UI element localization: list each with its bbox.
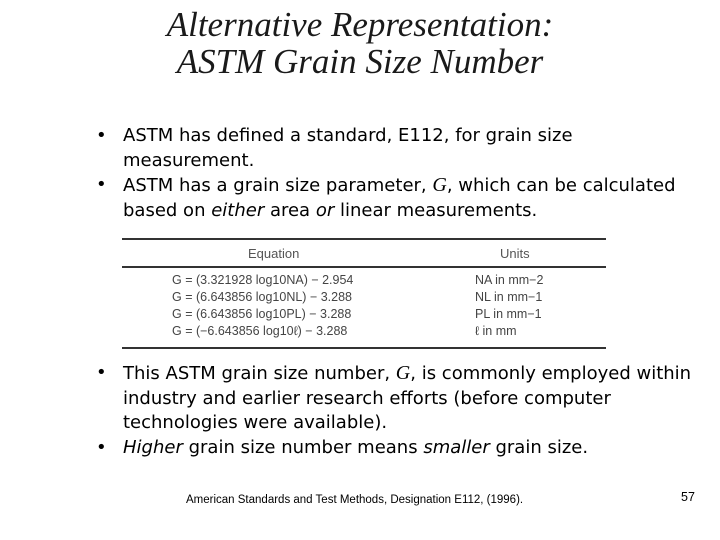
- equation-cell: G = (6.643856 log10NL) − 3.288: [172, 290, 352, 304]
- bullet-item: [96, 173, 696, 223]
- equation-table: [122, 238, 606, 350]
- bullet-dot-icon: •: [96, 362, 107, 383]
- bullet-item: [96, 124, 696, 173]
- bullet-text: grain size.: [489, 436, 589, 458]
- table-row: [172, 273, 592, 289]
- bullet-dot-icon: •: [96, 174, 107, 195]
- bullet-text: , which can be calculated based on: [123, 175, 676, 221]
- header-equation: Equation: [248, 246, 300, 261]
- emphasis-text: either: [211, 199, 265, 221]
- units-cell: PL in mm−1: [475, 307, 542, 321]
- bullet-item: [96, 436, 696, 461]
- slide-title: [0, 6, 720, 80]
- title-line-2: ASTM Grain Size Number: [176, 42, 544, 81]
- units-cell: NA in mm−2: [475, 273, 544, 287]
- page-number: 57: [681, 490, 695, 504]
- bullet-text: area: [264, 199, 316, 221]
- units-cell: NL in mm−1: [475, 290, 543, 304]
- header-units: Units: [500, 246, 530, 261]
- bullet-text: grain size number means: [182, 436, 424, 458]
- bottom-bullet-list: [96, 361, 696, 460]
- table-header-rule: [122, 266, 606, 268]
- bullet-dot-icon: •: [96, 436, 107, 458]
- emphasis-text: Higher: [123, 436, 183, 458]
- bullet-dot-icon: •: [96, 125, 107, 146]
- title-line-1: Alternative Representation:: [166, 5, 554, 44]
- equation-cell: G = (−6.643856 log10ℓ) − 3.288: [172, 324, 348, 338]
- table-row: [172, 324, 592, 340]
- emphasis-text: smaller: [423, 436, 490, 458]
- bullet-text: linear measurements.: [334, 199, 538, 221]
- bullet-text: ASTM has a grain size parameter,: [123, 175, 433, 196]
- table-top-rule: [122, 238, 606, 240]
- equation-cell: G = (6.643856 log10PL) − 3.288: [172, 307, 352, 321]
- grain-size-symbol: G: [432, 174, 447, 196]
- table-row: [172, 290, 592, 306]
- grain-size-symbol: G: [395, 362, 411, 384]
- table-bottom-rule: [122, 347, 606, 349]
- emphasis-text: or: [315, 199, 335, 221]
- bullet-text: , is commonly employed within industry and earlier research efforts (before computer technologies were available).: [123, 363, 692, 433]
- citation-footnote: American Standards and Test Methods, Designation E112, (1996).: [186, 494, 524, 506]
- units-cell: ℓ in mm: [475, 324, 517, 338]
- bullet-text: This ASTM grain size number,: [123, 363, 396, 384]
- table-row: [172, 307, 592, 323]
- top-bullet-list: [96, 124, 696, 223]
- equation-cell: G = (3.321928 log10NA) − 2.954: [172, 273, 354, 287]
- bullet-item: [96, 361, 696, 436]
- bullet-text: ASTM has defined a standard, E112, for grain size measurement.: [123, 125, 573, 171]
